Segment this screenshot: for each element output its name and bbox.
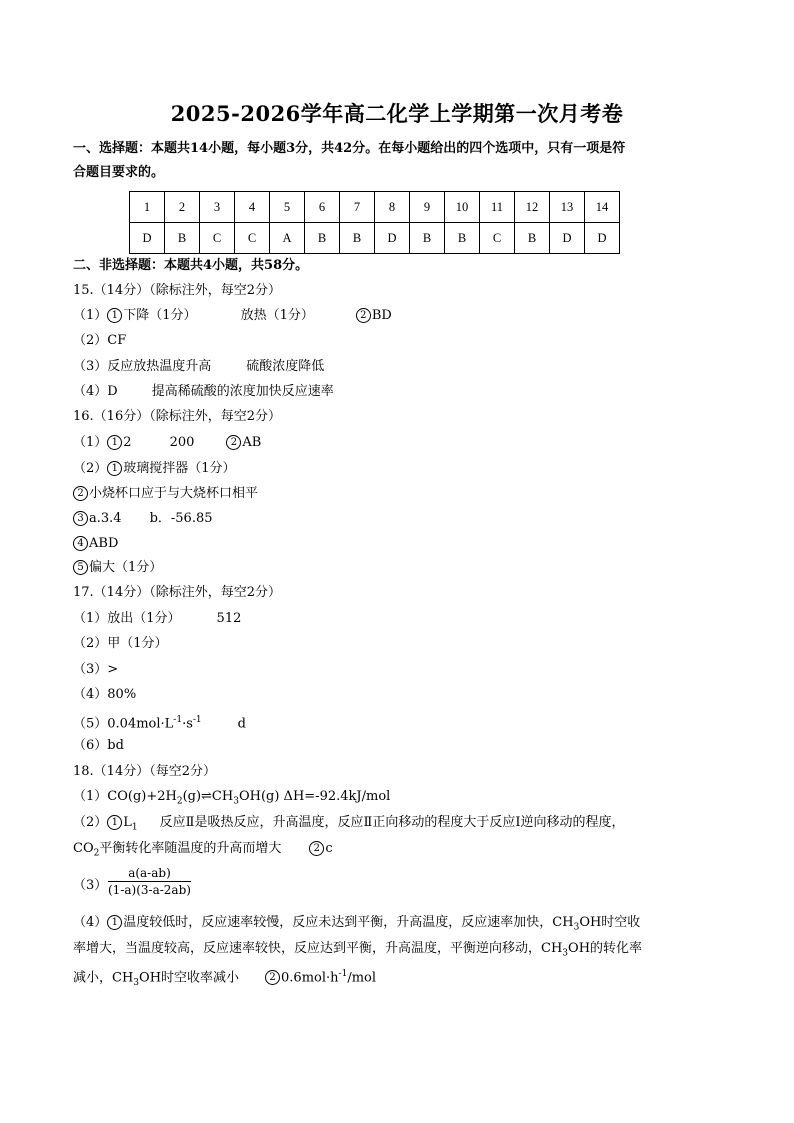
part-label: （1） [73,435,108,450]
answer-text: （4）D [73,384,118,399]
q16-part1 [73,434,261,452]
superscript: -1 [173,715,183,725]
q15-header: 15.（14分）（除标注外，每空2分） [73,283,281,298]
table-cell: D [585,223,620,254]
answer-text: 硫酸浓度降低 [246,359,325,374]
answer-text: 200 [169,435,195,450]
subscript: 3 [133,977,140,988]
circled-number-4: 4 [73,536,88,551]
question-number-row [130,192,620,223]
table-cell: 14 [585,192,620,223]
answer-text: OH的转化率 [568,941,643,956]
table-cell: 8 [375,192,410,223]
table-cell: C [200,223,235,254]
table-cell: 2 [165,192,200,223]
table-cell: D [130,223,165,254]
answer-text: 平衡转化率随温度的升高而增大 [99,841,282,856]
q18-part3-label: （3） [73,878,108,893]
q15-part3 [73,358,324,376]
q16-part2-sub4 [73,535,118,553]
part-label: （4） [73,915,108,930]
subscript: 1 [131,822,138,833]
table-cell: B [165,223,200,254]
q18-part2 [73,814,624,837]
circled-number-5: 5 [73,560,88,575]
q16-part2-sub2 [73,485,258,503]
answer-text: 偏大（1分） [89,560,163,575]
table-cell: 5 [270,192,305,223]
fraction-denominator: (1-a)(3-a-2ab) [108,883,191,897]
answer-text: （5）0.04mol·L [73,716,174,732]
table-cell: 4 [235,192,270,223]
table-cell: D [550,223,585,254]
multiple-choice-answer-table [129,191,620,254]
q17-part2: （2）甲（1分） [73,636,168,651]
section2-heading: 二、非选择题：本题共4小题，共58分。 [73,258,309,273]
table-cell: C [480,223,515,254]
q18-part3-fraction [108,866,191,897]
table-cell: B [340,223,375,254]
answer-text: （3）反应放热温度升高 [73,359,212,374]
table-cell: B [445,223,480,254]
section1-instructions: 一、选择题：本题共14小题，每小题3分，共42分。在每小题给出的四个选项中，只有一项是符 [73,141,626,156]
answer-text: OH时空收率减小 [139,970,240,986]
q17-part1 [73,610,241,628]
fraction-numerator: a(a-ab) [108,866,191,882]
circled-number-3: 3 [73,511,88,526]
answer-text: 0.6mol·h [281,970,339,986]
table-cell: C [235,223,270,254]
q18-part4-cont1 [73,940,642,963]
circled-number-1: 1 [107,435,122,450]
part-label: （2） [73,461,108,476]
table-cell: 10 [445,192,480,223]
subscript: 3 [233,796,239,807]
subscript: 3 [562,948,569,959]
circled-number-1: 1 [107,915,122,930]
answer-text: 小烧杯口应于与大烧杯口相平 [89,486,259,501]
table-cell: 3 [200,192,235,223]
answer-text: d [237,716,246,732]
answer-text: L [123,815,132,830]
q17-part4: （4）80% [73,687,137,702]
part-label: （1） [73,308,108,323]
answer-text: BD [371,308,392,323]
circled-number-2: 2 [265,970,280,985]
answer-text: 2 [123,435,132,450]
answer-text: （1）放出（1分） [73,611,181,626]
q17-part5 [73,711,246,733]
part-label: （2） [73,815,108,830]
table-cell: B [410,223,445,254]
answer-text: b．-56.85 [149,511,213,526]
answer-text: （1）CO(g)+2H [73,789,177,804]
answer-text: AB [242,435,262,450]
page-title: 2025-2026学年高二化学上学期第一次月考卷 [170,101,624,126]
answer-text: ·s [182,716,193,732]
table-cell: 11 [480,192,515,223]
table-cell: A [270,223,305,254]
circled-number-2: 2 [73,486,88,501]
answer-text: OH时空收 [579,915,641,930]
q15-part4 [73,383,334,401]
table-cell: 12 [515,192,550,223]
q16-part2 [73,460,236,478]
answer-text: ABD [89,536,119,551]
answer-row [130,223,620,254]
q18-part2-cont [73,840,333,863]
answer-text: 率增大，当温度较高，反应速率较快，反应达到平衡，升高温度，平衡逆向移动，CH [73,941,563,956]
answer-text: a.3.4 [89,511,122,526]
table-cell: 13 [550,192,585,223]
subscript: 3 [573,922,580,933]
q16-part2-sub3 [73,510,213,528]
table-cell: D [375,223,410,254]
q16-part2-sub5 [73,559,162,577]
circled-number-2: 2 [226,435,241,450]
q18-part4-cont2 [73,965,376,992]
answer-text: 下降（1分） [123,308,197,323]
q17-part3: （3）> [73,662,119,677]
answer-text: 提高稀硫酸的浓度加快反应速率 [151,384,334,399]
subscript: 2 [93,848,100,859]
circled-number-2: 2 [309,841,324,856]
answer-text: c [325,841,333,856]
answer-text: 反应Ⅱ是吸热反应，升高温度，反应Ⅱ正向移动的程度大于反应Ⅰ逆向移动的程度， [159,815,625,830]
superscript: -1 [338,969,348,979]
answer-text: CO [73,841,94,856]
circled-number-2: 2 [356,308,371,323]
answer-text: /mol [347,970,377,986]
q15-part1 [73,307,392,325]
table-cell: 9 [410,192,445,223]
answer-text: (g)⇌CH [182,789,234,804]
table-cell: B [305,223,340,254]
circled-number-1: 1 [107,308,122,323]
subscript: 2 [176,796,183,807]
answer-text: 放热（1分） [240,308,314,323]
table-cell: 6 [305,192,340,223]
answer-text: OH(g) ΔH=-92.4kJ/mol [238,789,391,804]
answer-text: 减小，CH [73,970,134,986]
answer-text: 温度较低时，反应速率较慢，反应未达到平衡，升高温度，反应速率加快，CH [123,915,574,930]
answer-text: 玻璃搅拌器（1分） [123,461,236,476]
q18-part4 [73,914,640,937]
circled-number-1: 1 [107,461,122,476]
superscript: -1 [192,715,202,725]
table-cell: B [515,223,550,254]
q18-header: 18.（14分）（每空2分） [73,764,216,779]
answer-text: 512 [216,611,242,626]
table-cell: 7 [340,192,375,223]
q17-part6: （6）bd [73,738,124,753]
table-cell: 1 [130,192,165,223]
q16-header: 16.（16分）（除标注外，每空2分） [73,409,281,424]
q18-part1 [73,788,390,811]
q17-header: 17.（14分）（除标注外，每空2分） [73,585,281,600]
circled-number-1: 1 [107,815,122,830]
section1-instructions-cont: 合题目要求的。 [73,165,165,180]
q15-part2: （2）CF [73,333,127,348]
